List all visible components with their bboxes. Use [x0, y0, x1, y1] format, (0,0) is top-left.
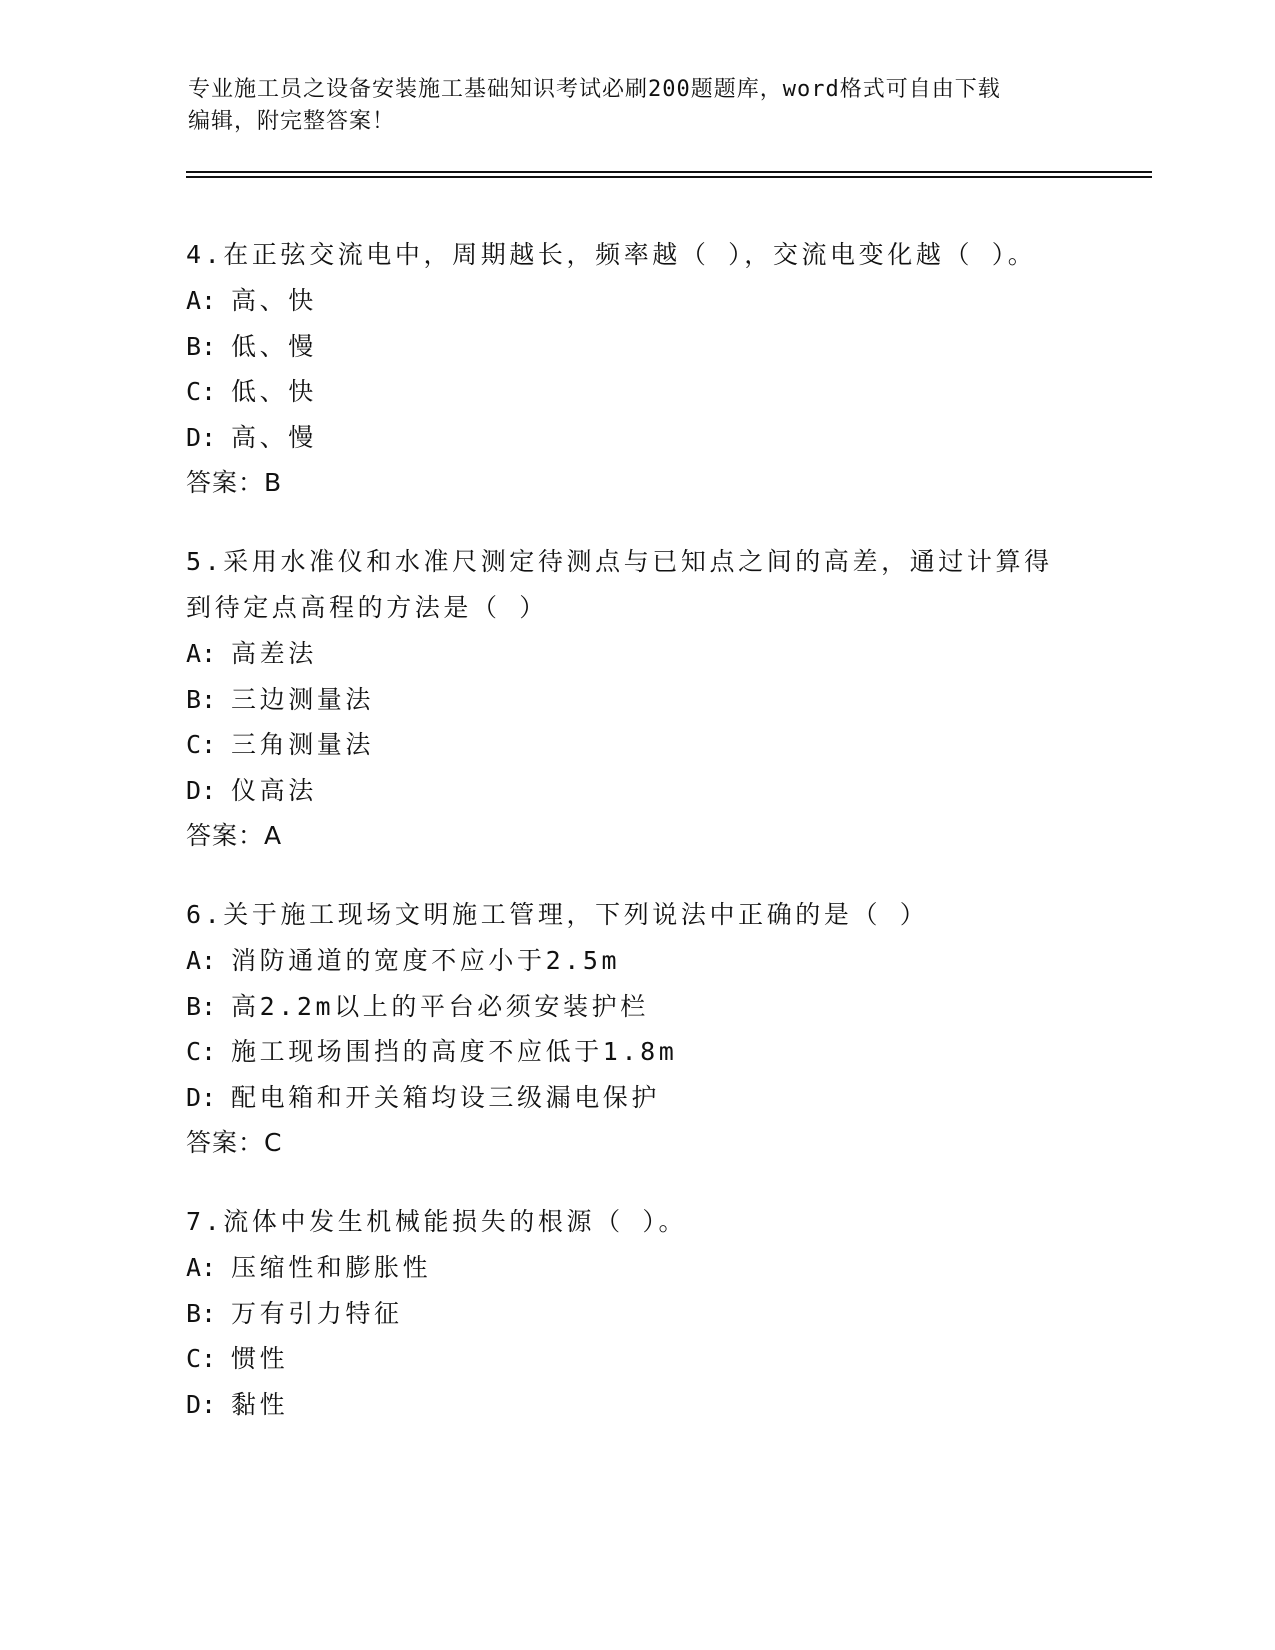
option-letter: A:: [186, 639, 217, 668]
option-text: 高2.2m以上的平台必须安装护栏: [231, 991, 649, 1021]
option-letter: A:: [186, 286, 217, 315]
option-text: 惯性: [231, 1344, 289, 1373]
option-text: 三角测量法: [231, 730, 375, 759]
option-b: [186, 324, 1086, 370]
option-c: [186, 369, 1086, 415]
option-letter: C:: [186, 377, 217, 406]
option-text: 高、慢: [231, 422, 317, 452]
option-text: 消防通道的宽度不应小于2.5m: [231, 946, 621, 975]
option-c: [186, 1336, 1086, 1382]
option-letter: B:: [186, 991, 217, 1021]
option-d: [186, 768, 1086, 814]
question-stem: 6.关于施工现场文明施工管理，下列说法中正确的是（ ）: [186, 900, 929, 929]
option-text: 黏性: [231, 1389, 289, 1419]
answer-line: 答案：B: [186, 468, 283, 497]
option-text: 高、快: [231, 286, 317, 315]
answer-line: 答案：A: [186, 821, 283, 850]
question-stem-line-2: 到待定点高程的方法是（ ）: [186, 593, 548, 622]
option-text: 配电箱和开关箱均设三级漏电保护: [231, 1082, 661, 1112]
option-text: 仪高法: [231, 775, 317, 805]
option-a: [186, 631, 1086, 677]
header-title-line-1: 专业施工员之设备安装施工基础知识考试必刷200题题库，word格式可自由下载: [188, 77, 1001, 102]
option-text: 万有引力特征: [231, 1298, 403, 1328]
answer-line: 答案：C: [186, 1128, 283, 1157]
option-text: 压缩性和膨胀性: [231, 1253, 432, 1282]
option-a: [186, 1245, 1086, 1291]
option-letter: B:: [186, 684, 217, 714]
option-letter: C:: [186, 730, 217, 759]
option-a: [186, 278, 1086, 324]
option-a: [186, 938, 1086, 984]
question-6: [186, 892, 1086, 1165]
question-stem: 4.在正弦交流电中，周期越长，频率越（ ），交流电变化越（ ）。: [186, 240, 1037, 269]
option-c: [186, 1029, 1086, 1075]
option-letter: D:: [186, 1389, 217, 1419]
question-4: [186, 232, 1086, 505]
option-letter: A:: [186, 946, 217, 975]
option-d: [186, 1075, 1086, 1121]
option-text: 施工现场围挡的高度不应低于1.8m: [231, 1037, 678, 1066]
option-text: 低、快: [231, 377, 317, 406]
question-stem-line-1: 5.采用水准仪和水准尺测定待测点与已知点之间的高差，通过计算得: [186, 547, 1053, 576]
question-7: [186, 1199, 1086, 1427]
option-text: 低、慢: [231, 331, 317, 361]
option-letter: B:: [186, 331, 217, 361]
option-b: [186, 677, 1086, 723]
option-letter: C:: [186, 1037, 217, 1066]
option-b: [186, 1291, 1086, 1337]
option-letter: D:: [186, 422, 217, 452]
question-5: [186, 539, 1086, 858]
option-letter: C:: [186, 1344, 217, 1373]
question-list: [186, 232, 1086, 1461]
header-title-line-2: 编辑，附完整答案！: [188, 109, 396, 134]
option-text: 三边测量法: [231, 684, 375, 714]
option-letter: D:: [186, 1082, 217, 1112]
option-letter: D:: [186, 775, 217, 805]
option-b: [186, 984, 1086, 1030]
question-stem: 7.流体中发生机械能损失的根源（ ）。: [186, 1207, 688, 1236]
option-c: [186, 722, 1086, 768]
option-letter: B:: [186, 1298, 217, 1328]
header-divider-top: [186, 171, 1152, 173]
option-d: [186, 415, 1086, 461]
document-header: [188, 74, 1088, 138]
option-d: [186, 1382, 1086, 1428]
header-divider-bottom: [186, 176, 1152, 178]
option-text: 高差法: [231, 639, 317, 668]
option-letter: A:: [186, 1253, 217, 1282]
